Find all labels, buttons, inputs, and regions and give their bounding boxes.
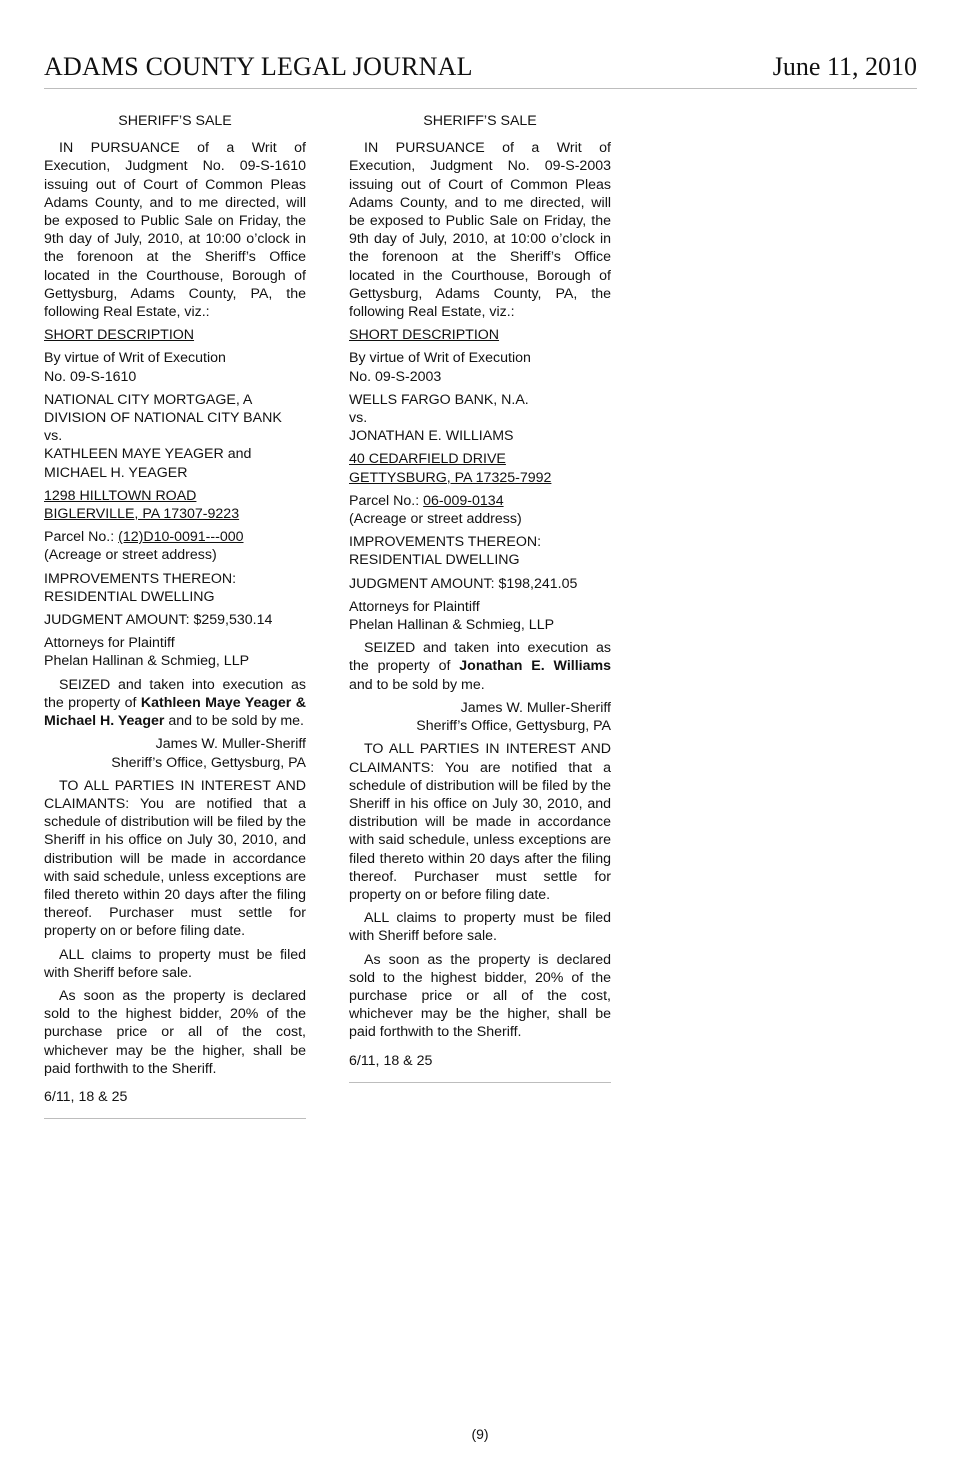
parcel-block bbox=[44, 528, 306, 564]
notice-title: SHERIFF’S SALE bbox=[118, 113, 232, 129]
writ-number: No. 09-S-2003 bbox=[349, 368, 442, 385]
address-city: BIGLERVILLE, PA 17307-9223 bbox=[44, 506, 240, 523]
claims-paragraph: ALL claims to property must be filed with Sheriff before sale. bbox=[349, 910, 611, 945]
sheriff-signature bbox=[44, 735, 306, 771]
page-header bbox=[44, 52, 917, 89]
seized-owner: Kathleen Maye Yeager & Michael H. Yeager bbox=[44, 694, 306, 730]
versus-label: vs. bbox=[44, 428, 63, 445]
publication-dates: 6/11, 18 & 25 bbox=[44, 1088, 128, 1105]
acreage-note: (Acreage or street address) bbox=[44, 547, 217, 564]
notice-divider bbox=[349, 1082, 611, 1083]
seized-suffix: and to be sold by me. bbox=[164, 713, 305, 730]
improvements-block bbox=[44, 570, 306, 606]
attorneys-firm: Phelan Hallinan & Schmieg, LLP bbox=[349, 617, 555, 634]
seized-owner: Jonathan E. Williams bbox=[459, 658, 611, 675]
bidder-paragraph: As soon as the property is declared sold to the highest bidder, 20% of the purchase price or all of the cost, whichever may be the higher, shall be paid forthwith to the Sheriff. bbox=[44, 987, 306, 1077]
writ-line: By virtue of Writ of Execution bbox=[349, 350, 531, 367]
improvements-value: RESIDENTIAL DWELLING bbox=[349, 552, 520, 569]
sheriff-signature bbox=[349, 699, 611, 735]
notice-divider bbox=[44, 1118, 306, 1119]
acreage-note: (Acreage or street address) bbox=[349, 511, 522, 528]
parcel-label: Parcel No.: bbox=[349, 492, 424, 509]
writ-block bbox=[44, 349, 306, 385]
notice-intro: IN PURSUANCE of a Writ of Execution, Judgment No. 09-S-1610 issuing out of Court of Common Pleas Adams County, and to me directed, will be exposed to Public Sale on Friday, the 9th day of July, 2010, at 10:00 o’clock in the forenoon at the Sheriff’s Office located in the Courthouse, Borough of Gettysburg, Adams County, PA, the following Real Estate, viz.: bbox=[44, 140, 306, 321]
writ-line: By virtue of Writ of Execution bbox=[44, 350, 226, 367]
seized-prefix: SEIZED and taken into execution as the property of bbox=[349, 640, 611, 675]
issue-date: June 11, 2010 bbox=[772, 52, 917, 81]
parties-block bbox=[349, 391, 611, 446]
defendant-line: JONATHAN E. WILLIAMS bbox=[349, 428, 514, 445]
sheriff-office: Sheriff’s Office, Gettysburg, PA bbox=[416, 718, 611, 735]
notice-intro: IN PURSUANCE of a Writ of Execution, Judgment No. 09-S-2003 issuing out of Court of Common Pleas Adams County, and to me directed, will be exposed to Public Sale on Friday, the 9th day of July, 2010, at 10:00 o’clock in the forenoon at the Sheriff’s Office located in the Courthouse, Borough of Gettysburg, Adams County, PA, the following Real Estate, viz.: bbox=[349, 140, 611, 321]
sheriff-name: James W. Muller-Sheriff bbox=[460, 699, 611, 716]
improvements-label: IMPROVEMENTS THEREON: bbox=[44, 570, 237, 587]
improvements-value: RESIDENTIAL DWELLING bbox=[44, 588, 215, 605]
parcel-number: 06-009-0134 bbox=[423, 492, 504, 509]
judgment-amount: JUDGMENT AMOUNT: $259,530.14 bbox=[44, 612, 273, 629]
parties-block bbox=[44, 391, 306, 482]
property-address bbox=[44, 487, 306, 523]
journal-title: ADAMS COUNTY LEGAL JOURNAL bbox=[44, 52, 473, 81]
claimants-paragraph: TO ALL PARTIES IN INTEREST AND CLAIMANTS: You are notified that a schedule of distribution will be filed by the Sheriff in his office on July 30, 2010, and distribution will be made in accordance with said schedule, unless exceptions are filed thereto within 20 days after the filing thereof. Purchaser must settle for property on or before filing date. bbox=[349, 741, 611, 903]
writ-number: No. 09-S-1610 bbox=[44, 368, 137, 385]
writ-block bbox=[349, 349, 611, 385]
notice-left bbox=[44, 112, 306, 1119]
parcel-line bbox=[44, 528, 306, 546]
parcel-number: (12)D10-0091---000 bbox=[118, 529, 244, 546]
seized-suffix: and to be sold by me. bbox=[349, 676, 485, 693]
short-description-heading: SHORT DESCRIPTION bbox=[349, 327, 500, 344]
improvements-block bbox=[349, 533, 611, 569]
improvements-label: IMPROVEMENTS THEREON: bbox=[349, 534, 542, 551]
notice-right bbox=[349, 112, 611, 1083]
property-address bbox=[349, 450, 611, 486]
plaintiff-line: NATIONAL CITY MORTGAGE, A bbox=[44, 391, 253, 408]
defendant-line: MICHAEL H. YEAGER bbox=[44, 464, 188, 481]
defendant-line: KATHLEEN MAYE YEAGER and bbox=[44, 446, 252, 463]
publication-dates: 6/11, 18 & 25 bbox=[349, 1052, 433, 1069]
address-city: GETTYSBURG, PA 17325-7992 bbox=[349, 469, 552, 486]
attorneys-block bbox=[349, 598, 611, 634]
attorneys-label: Attorneys for Plaintiff bbox=[349, 598, 480, 615]
parcel-line bbox=[349, 492, 611, 510]
notice-title: SHERIFF’S SALE bbox=[423, 113, 537, 129]
sheriff-office: Sheriff’s Office, Gettysburg, PA bbox=[111, 754, 306, 771]
versus-label: vs. bbox=[349, 410, 368, 427]
plaintiff-line: WELLS FARGO BANK, N.A. bbox=[349, 391, 529, 408]
claims-paragraph: ALL claims to property must be filed with Sheriff before sale. bbox=[44, 946, 306, 981]
seized-prefix: SEIZED and taken into execution as the property of bbox=[44, 676, 306, 711]
seized-paragraph bbox=[44, 676, 306, 731]
address-street: 1298 HILLTOWN ROAD bbox=[44, 487, 197, 504]
page-number: (9) bbox=[471, 1426, 489, 1442]
short-description-heading: SHORT DESCRIPTION bbox=[44, 327, 195, 344]
attorneys-block bbox=[44, 634, 306, 670]
address-street: 40 CEDARFIELD DRIVE bbox=[349, 451, 506, 468]
seized-paragraph bbox=[349, 639, 611, 694]
parcel-block bbox=[349, 492, 611, 528]
parcel-label: Parcel No.: bbox=[44, 529, 119, 546]
bidder-paragraph: As soon as the property is declared sold to the highest bidder, 20% of the purchase price or all of the cost, whichever may be the higher, shall be paid forthwith to the Sheriff. bbox=[349, 951, 611, 1041]
judgment-amount: JUDGMENT AMOUNT: $198,241.05 bbox=[349, 575, 578, 592]
attorneys-label: Attorneys for Plaintiff bbox=[44, 635, 175, 652]
sheriff-name: James W. Muller-Sheriff bbox=[155, 736, 306, 753]
claimants-paragraph: TO ALL PARTIES IN INTEREST AND CLAIMANTS: You are notified that a schedule of distribution will be filed by the Sheriff in his office on July 30, 2010, and distribution will be made in accordance with said schedule, unless exceptions are filed thereto within 20 days after the filing thereof. Purchaser must settle for property on or before filing date. bbox=[44, 777, 306, 940]
plaintiff-line: DIVISION OF NATIONAL CITY BANK bbox=[44, 410, 282, 427]
attorneys-firm: Phelan Hallinan & Schmieg, LLP bbox=[44, 653, 250, 670]
